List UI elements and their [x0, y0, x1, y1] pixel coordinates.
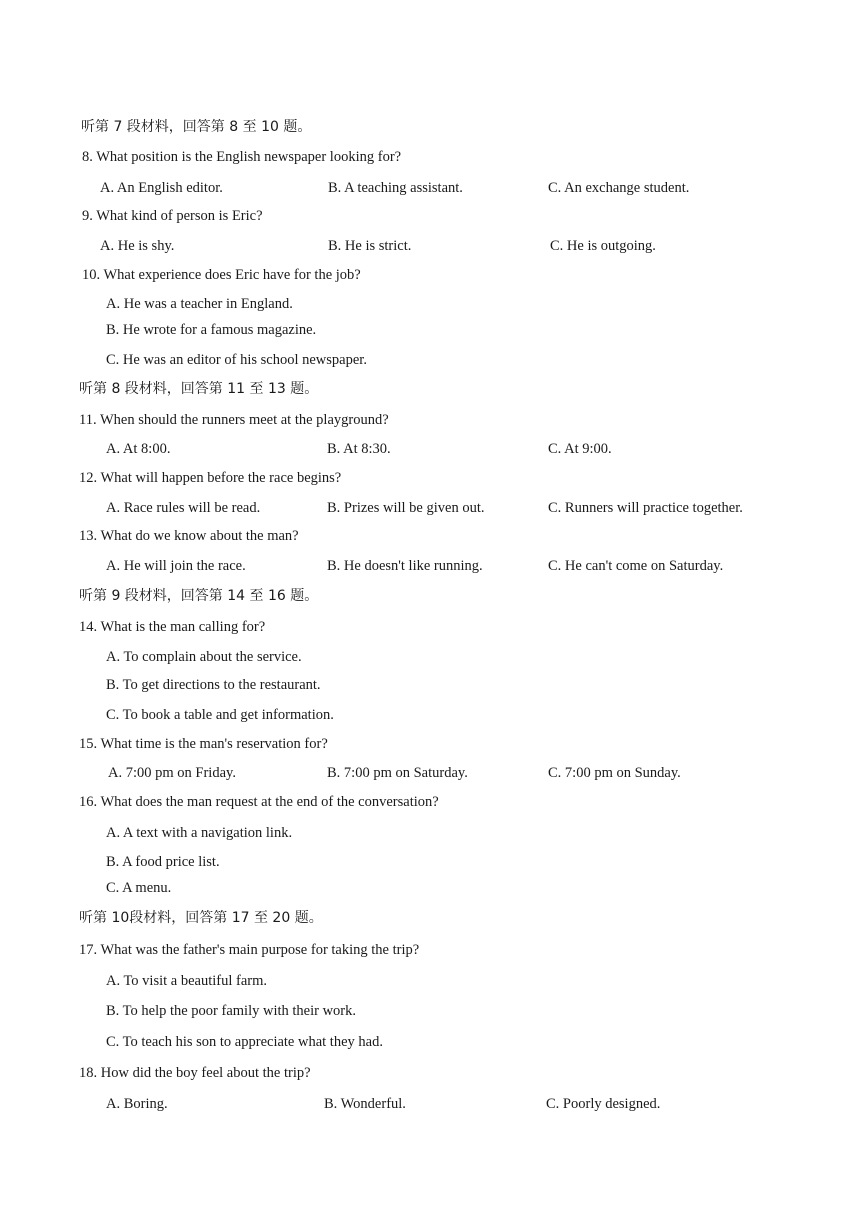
question-text: 18. How did the boy feel about the trip?	[79, 1065, 311, 1081]
option-c: C. An exchange student.	[548, 180, 690, 196]
option-c: C. To book a table and get information.	[106, 707, 334, 723]
option-c: C. At 9:00.	[548, 441, 612, 457]
option-a: A. To complain about the service.	[106, 649, 302, 665]
option-a: A. He was a teacher in England.	[106, 296, 293, 312]
question-text: 16. What does the man request at the end of the conversation?	[79, 794, 439, 810]
option-c: C. He can't come on Saturday.	[548, 558, 724, 574]
section-heading: 听第 7 段材料，回答第 8 至 10 题。	[81, 119, 312, 135]
question-text: 17. What was the father's main purpose for taking the trip?	[79, 942, 420, 958]
option-b: B. He wrote for a famous magazine.	[106, 322, 317, 338]
section-heading: 听第 8 段材料，回答第 11 至 13 题。	[79, 381, 319, 397]
option-c: C. 7:00 pm on Sunday.	[548, 765, 681, 781]
option-a: A. An English editor.	[100, 180, 223, 196]
option-b: B. He doesn't like running.	[327, 558, 483, 574]
option-b: B. Wonderful.	[324, 1096, 406, 1112]
question-text: 15. What time is the man's reservation for?	[79, 736, 328, 752]
option-a: A. To visit a beautiful farm.	[106, 973, 268, 989]
question-text: 13. What do we know about the man?	[79, 528, 299, 544]
option-b: B. 7:00 pm on Saturday.	[327, 765, 468, 781]
option-b: B. He is strict.	[328, 238, 412, 254]
option-b: B. To get directions to the restaurant.	[106, 677, 321, 693]
question-text: 12. What will happen before the race begins?	[79, 470, 342, 486]
option-b: B. A teaching assistant.	[328, 180, 463, 196]
option-b: B. To help the poor family with their work.	[106, 1003, 357, 1019]
question-text: 11. When should the runners meet at the playground?	[79, 412, 389, 428]
section-heading: 听第 9 段材料，回答第 14 至 16 题。	[79, 588, 319, 604]
option-a: A. 7:00 pm on Friday.	[108, 765, 236, 781]
option-c: C. He is outgoing.	[550, 238, 656, 254]
section-heading: 听第 10段材料，回答第 17 至 20 题。	[79, 910, 323, 926]
question-text: 10. What experience does Eric have for the job?	[82, 267, 361, 283]
option-a: A. Boring.	[106, 1096, 168, 1112]
option-b: B. At 8:30.	[327, 441, 391, 457]
option-a: A. A text with a navigation link.	[106, 825, 293, 841]
option-c: C. Poorly designed.	[546, 1096, 661, 1112]
option-b: B. A food price list.	[106, 854, 220, 870]
option-a: A. Race rules will be read.	[106, 500, 261, 516]
option-a: A. At 8:00.	[106, 441, 171, 457]
option-c: C. He was an editor of his school newspaper.	[106, 352, 367, 368]
option-c: C. Runners will practice together.	[548, 500, 743, 516]
option-b: B. Prizes will be given out.	[327, 500, 485, 516]
question-text: 14. What is the man calling for?	[79, 619, 266, 635]
option-c: C. A menu.	[106, 880, 172, 896]
option-c: C. To teach his son to appreciate what they had.	[106, 1034, 383, 1050]
option-a: A. He will join the race.	[106, 558, 246, 574]
question-text: 9. What kind of person is Eric?	[82, 208, 263, 224]
question-text: 8. What position is the English newspaper looking for?	[82, 149, 402, 165]
option-a: A. He is shy.	[100, 238, 175, 254]
